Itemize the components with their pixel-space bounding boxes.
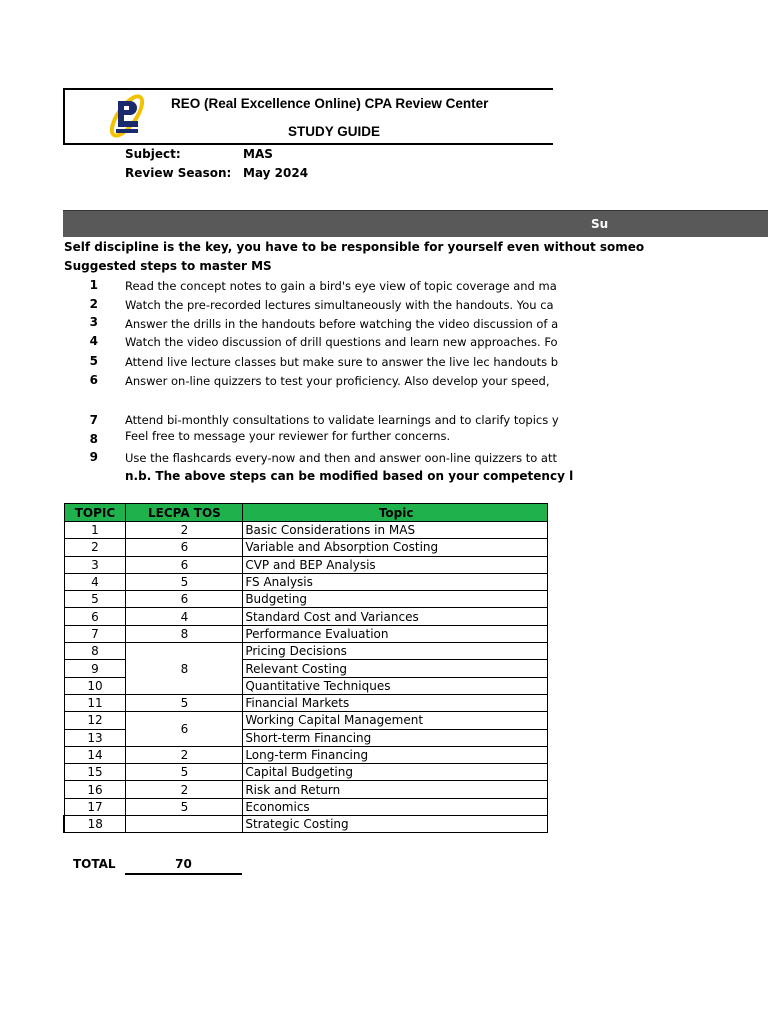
table-row <box>64 539 548 556</box>
topic-number: 2 <box>64 539 126 556</box>
topic-name: FS Analysis <box>243 573 548 590</box>
topic-number: 12 <box>64 712 126 729</box>
subject-label: Subject: <box>125 147 181 161</box>
banner-text: Su <box>591 217 609 231</box>
topic-name: Short-term Financing <box>243 729 548 746</box>
topic-name: Capital Budgeting <box>243 764 548 781</box>
topic-name: Relevant Costing <box>243 660 548 677</box>
topic-number: 10 <box>64 677 126 694</box>
doc-title: STUDY GUIDE <box>288 124 381 139</box>
table-row <box>64 573 548 590</box>
table-row <box>64 643 548 660</box>
tos-value: 2 <box>126 522 243 539</box>
step-number: 1 <box>89 278 98 292</box>
topic-name: Performance Evaluation <box>243 625 548 642</box>
table-row <box>64 608 548 625</box>
topic-table <box>63 503 548 833</box>
tos-value: 4 <box>126 608 243 625</box>
topic-name: Economics <box>243 798 548 815</box>
col-header-topic-number: TOPIC <box>64 504 126 522</box>
topic-number: 7 <box>64 625 126 642</box>
table-row <box>64 591 548 608</box>
topic-number: 15 <box>64 764 126 781</box>
step-text: Read the concept notes to gain a bird's eye view of topic coverage and ma <box>125 279 557 293</box>
total-value: 70 <box>175 857 192 871</box>
tos-value: 6 <box>126 539 243 556</box>
col-header-topic: Topic <box>243 504 548 522</box>
step-text: Answer the drills in the handouts before watching the video discussion of a <box>125 317 559 331</box>
topic-number: 9 <box>64 660 126 677</box>
step-text: Attend bi-monthly consultations to validate learnings and to clarify topics y <box>125 413 559 427</box>
topic-name: Standard Cost and Variances <box>243 608 548 625</box>
step-number: 4 <box>89 334 98 348</box>
topic-name: Basic Considerations in MAS <box>243 522 548 539</box>
topic-name: Pricing Decisions <box>243 643 548 660</box>
topic-number: 16 <box>64 781 126 798</box>
tos-value: 5 <box>126 798 243 815</box>
topic-name: Variable and Absorption Costing <box>243 539 548 556</box>
topic-number: 1 <box>64 522 126 539</box>
step-text: Attend live lecture classes but make sure to answer the live lec handouts b <box>125 355 559 369</box>
topic-number: 14 <box>64 746 126 763</box>
topic-name: Strategic Costing <box>243 816 548 833</box>
table-row <box>64 798 548 815</box>
step-text: Watch the pre-recorded lectures simultaneously with the handouts. You ca <box>125 298 554 312</box>
intro-line-2: Suggested steps to master MS <box>64 259 272 273</box>
topic-number: 3 <box>64 556 126 573</box>
topic-number: 8 <box>64 643 126 660</box>
table-row <box>64 781 548 798</box>
topic-number: 5 <box>64 591 126 608</box>
topic-name: Working Capital Management <box>243 712 548 729</box>
topic-number: 13 <box>64 729 126 746</box>
tos-value: 5 <box>126 573 243 590</box>
table-header-row <box>64 504 548 522</box>
step-number: 6 <box>89 373 98 387</box>
tos-value <box>126 816 243 833</box>
table-row <box>64 816 548 833</box>
table-row <box>64 625 548 642</box>
subject-value: MAS <box>243 147 273 161</box>
step-text: Answer on-line quizzers to test your proficiency. Also develop your speed, <box>125 374 550 388</box>
total-label: TOTAL <box>73 857 116 871</box>
season-value: May 2024 <box>243 166 309 180</box>
org-name: REO (Real Excellence Online) CPA Review Center <box>171 96 489 111</box>
topic-number: 11 <box>64 694 126 711</box>
topic-number: 4 <box>64 573 126 590</box>
tos-value: 5 <box>126 764 243 781</box>
step-number: 9 <box>89 450 98 464</box>
col-header-lecpa-tos: LECPA TOS <box>126 504 243 522</box>
step-number: 8 <box>89 432 98 446</box>
step-text: Feel free to message your reviewer for further concerns. <box>125 429 451 443</box>
tos-value: 6 <box>126 556 243 573</box>
step-number: 7 <box>89 413 98 427</box>
table-row <box>64 556 548 573</box>
step-text: Use the flashcards every-now and then and answer oon-line quizzers to att <box>125 451 557 465</box>
table-row <box>64 712 548 729</box>
table-row <box>64 764 548 781</box>
season-label: Review Season: <box>125 166 232 180</box>
topic-name: Risk and Return <box>243 781 548 798</box>
note-text: n.b. The above steps can be modified based on your competency l <box>125 469 574 483</box>
step-number: 2 <box>89 297 98 311</box>
intro-line-1: Self discipline is the key, you have to be responsible for yourself even without someo <box>64 240 645 254</box>
step-number: 5 <box>89 354 98 368</box>
step-text: Watch the video discussion of drill questions and learn new approaches. Fo <box>125 335 558 349</box>
step-number: 3 <box>89 315 98 329</box>
tos-value: 2 <box>126 746 243 763</box>
topic-number: 18 <box>64 816 126 833</box>
tos-value: 2 <box>126 781 243 798</box>
topic-name: Quantitative Techniques <box>243 677 548 694</box>
table-row <box>64 746 548 763</box>
table-row <box>64 522 548 539</box>
topic-name: Financial Markets <box>243 694 548 711</box>
tos-value: 6 <box>126 712 243 747</box>
topic-name: CVP and BEP Analysis <box>243 556 548 573</box>
total-underline <box>125 873 242 875</box>
topic-name: Long-term Financing <box>243 746 548 763</box>
table-row <box>64 694 548 711</box>
topic-number: 6 <box>64 608 126 625</box>
topic-number: 17 <box>64 798 126 815</box>
tos-value: 5 <box>126 694 243 711</box>
topic-name: Budgeting <box>243 591 548 608</box>
tos-value: 8 <box>126 625 243 642</box>
tos-value: 6 <box>126 591 243 608</box>
tos-value: 8 <box>126 643 243 695</box>
